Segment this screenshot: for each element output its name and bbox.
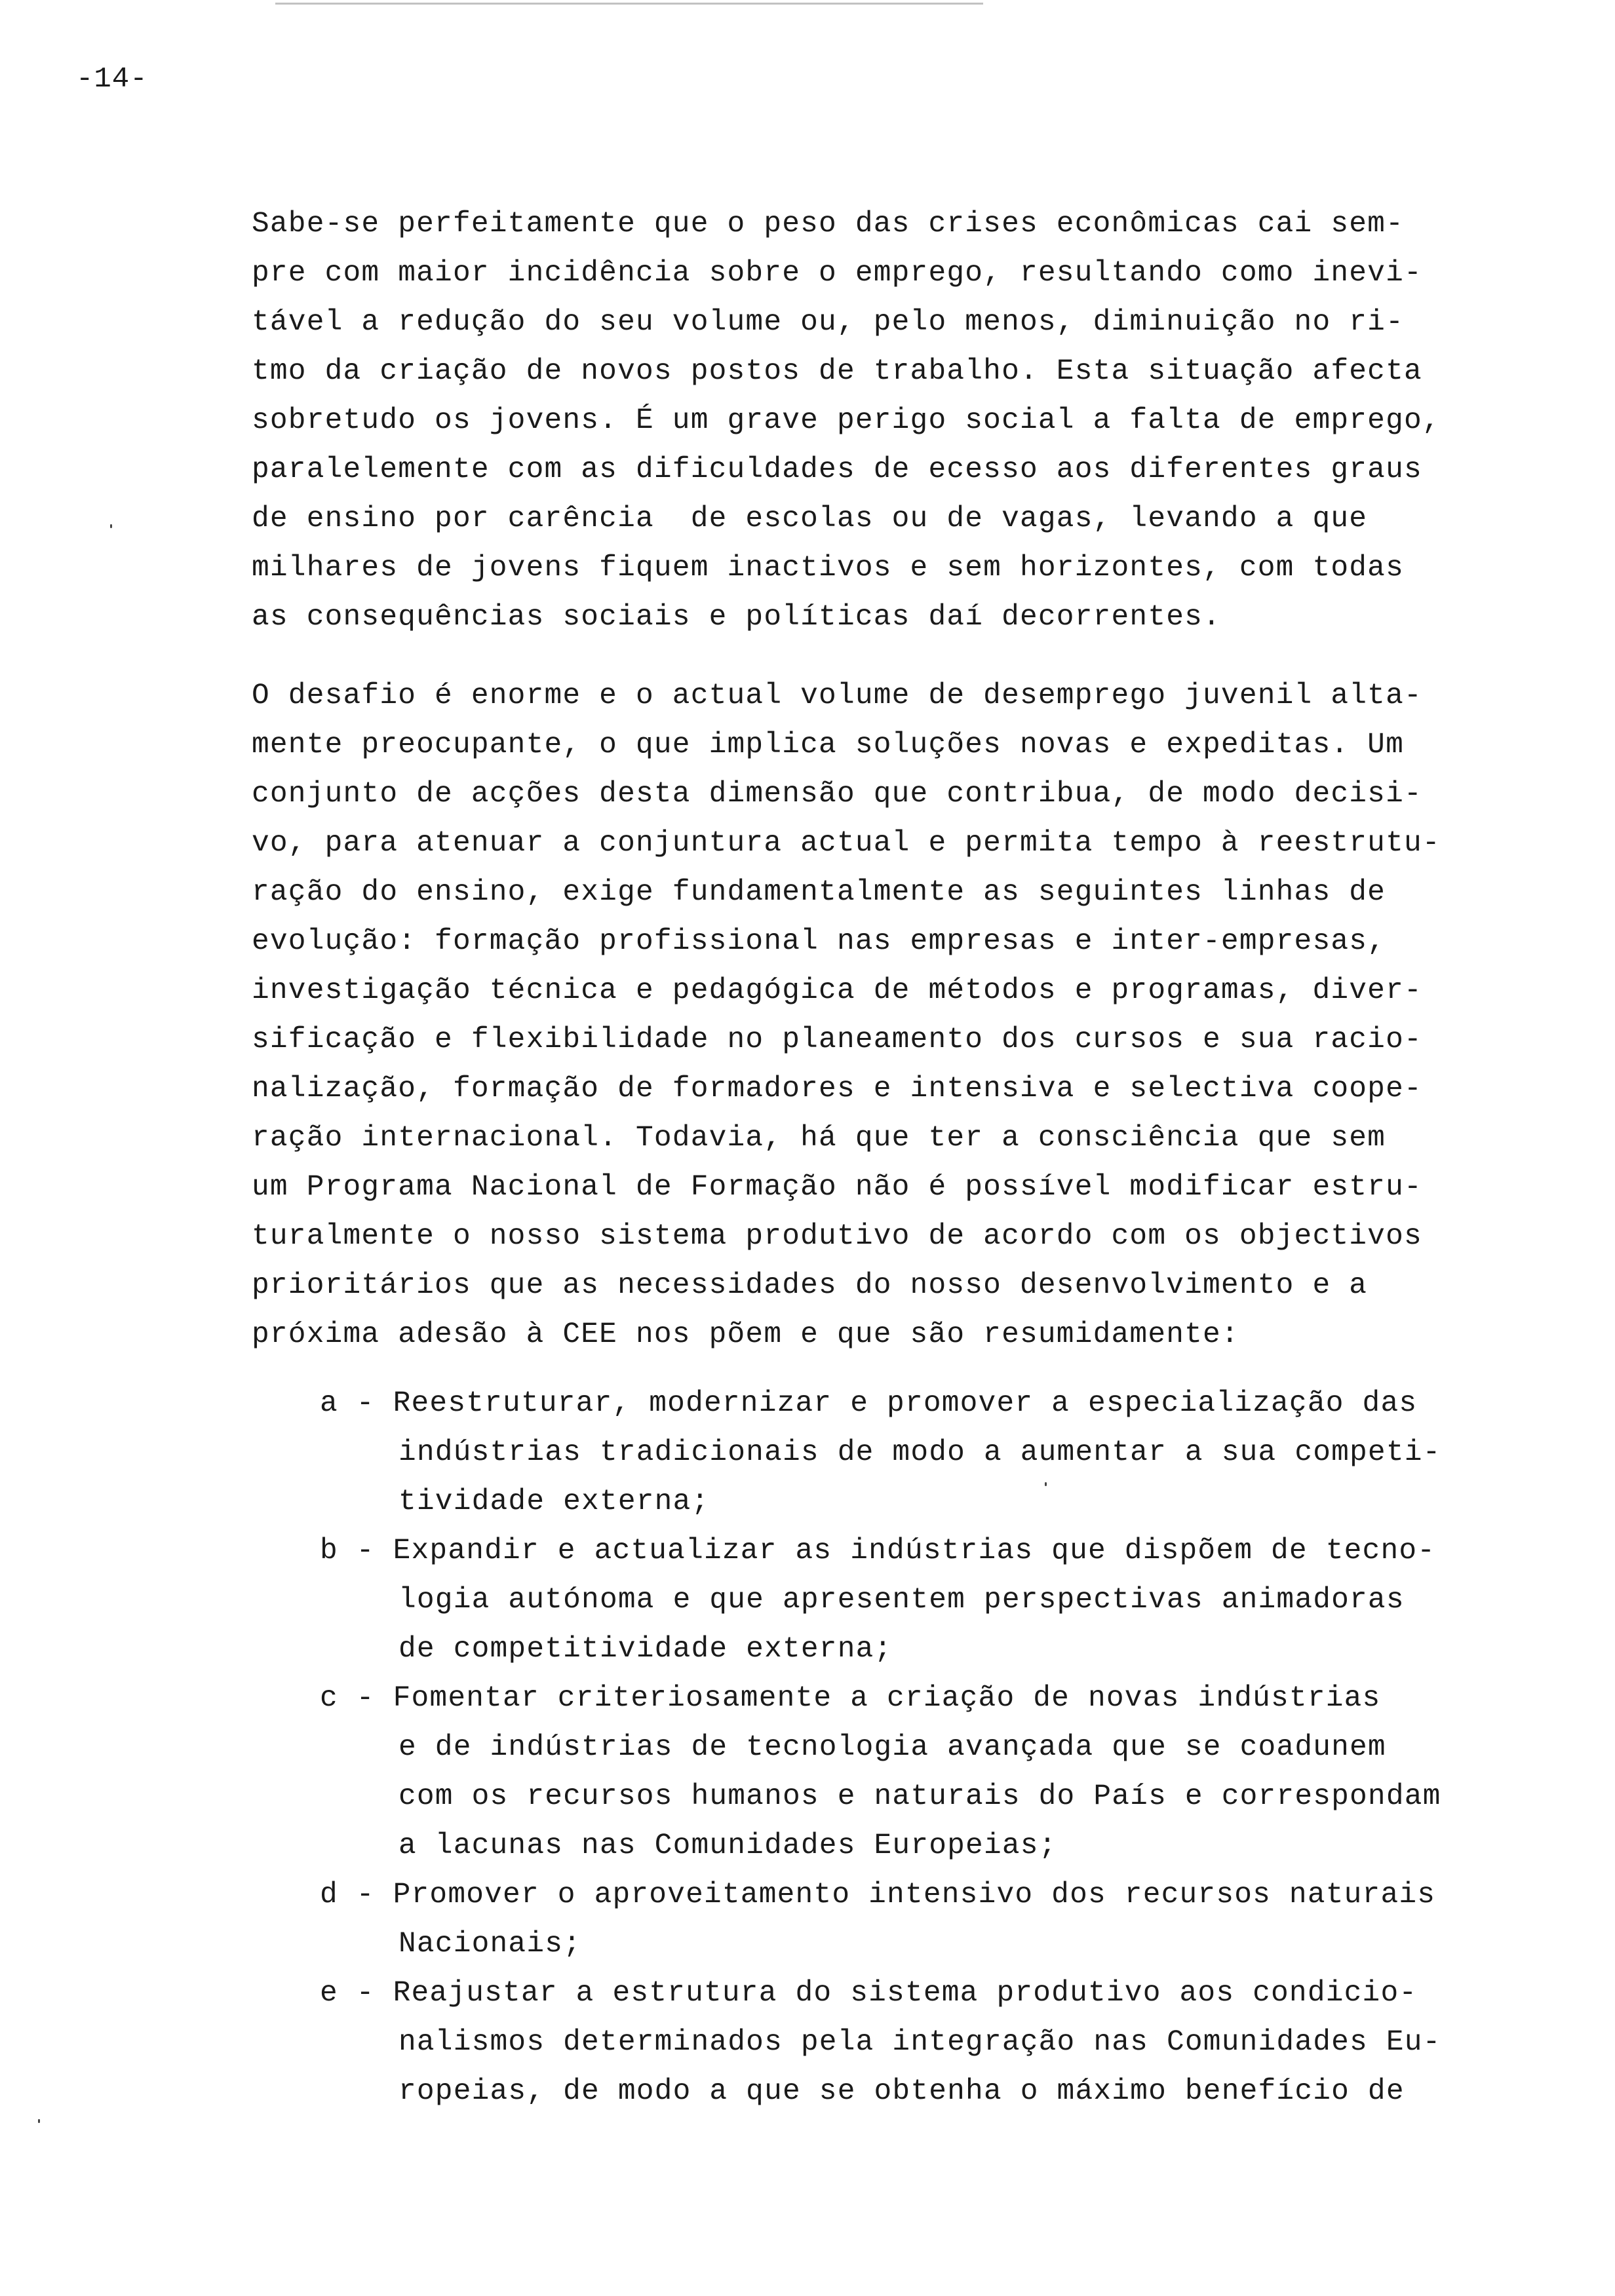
list-item-a: a - Reestruturar, modernizar e promover a especialização das (320, 1387, 1418, 1420)
text-line: tividade externa; (399, 1485, 710, 1518)
text-line: ração internacional. Todavia, há que ter a consciência que sem (252, 1122, 1386, 1155)
text-line: as consequências sociais e políticas daí decorrentes. (252, 601, 1221, 634)
text-line: investigação técnica e pedagógica de métodos e programas, diver- (252, 974, 1422, 1007)
list-item-c: c - Fomentar criteriosamente a criação de novas indústrias (320, 1682, 1381, 1715)
page-number: -14- (76, 63, 148, 96)
list-item-b: b - Expandir e actualizar as indústrias que dispõem de tecno- (320, 1535, 1436, 1567)
scan-top-rule (275, 3, 983, 5)
text-line: indústrias tradicionais de modo a aumentar a sua competi- (399, 1436, 1441, 1469)
list-item-d: d - Promover o aproveitamento intensivo dos recursos naturais (320, 1879, 1436, 1911)
text-line: Sabe-se perfeitamente que o peso das crises econômicas cai sem- (252, 208, 1404, 240)
text-line: sobretudo os jovens. É um grave perigo social a falta de emprego, (252, 404, 1441, 437)
text-line: com os recursos humanos e naturais do País e correspondam (399, 1780, 1441, 1813)
scan-speck (38, 2119, 40, 2123)
list-item-e: e - Reajustar a estrutura do sistema produtivo aos condicio- (320, 1977, 1418, 2010)
text-line: pre com maior incidência sobre o emprego, resultando como inevi- (252, 257, 1422, 290)
text-line: vo, para atenuar a conjuntura actual e permita tempo à reestrutu- (252, 827, 1441, 860)
text-line: e de indústrias de tecnologia avançada que se coadunem (399, 1731, 1386, 1764)
text-line: nalismos determinados pela integração nas Comunidades Eu- (399, 2026, 1441, 2059)
text-line: ropeias, de modo a que se obtenha o máximo benefício de (399, 2075, 1405, 2108)
text-line: evolução: formação profissional nas empresas e inter-empresas, (252, 925, 1386, 958)
text-line: de ensino por carência de escolas ou de vagas, levando a que (252, 503, 1368, 535)
text-line: tável a redução do seu volume ou, pelo menos, diminuição no ri- (252, 306, 1404, 339)
text-line: a lacunas nas Comunidades Europeias; (399, 1829, 1057, 1862)
text-line: turalmente o nosso sistema produtivo de acordo com os objectivos (252, 1220, 1422, 1253)
text-line: sificação e flexibilidade no planeamento dos cursos e sua racio- (252, 1024, 1422, 1056)
text-line: conjunto de acções desta dimensão que contribua, de modo decisi- (252, 778, 1422, 811)
text-line: prioritários que as necessidades do nosso desenvolvimento e a (252, 1269, 1368, 1302)
text-line: tmo da criação de novos postos de trabalho. Esta situação afecta (252, 355, 1422, 388)
scan-speck (110, 524, 112, 528)
scan-speck (1045, 1482, 1047, 1486)
text-line: ração do ensino, exige fundamentalmente as seguintes linhas de (252, 876, 1386, 909)
text-line: mente preocupante, o que implica soluções novas e expeditas. Um (252, 729, 1404, 761)
text-line: Nacionais; (399, 1928, 582, 1961)
text-line: de competitividade externa; (399, 1633, 893, 1666)
text-line: paralelemente com as dificuldades de ecesso aos diferentes graus (252, 453, 1422, 486)
text-line: logia autónoma e que apresentem perspectivas animadoras (399, 1584, 1405, 1617)
text-line: próxima adesão à CEE nos põem e que são resumidamente: (252, 1318, 1239, 1351)
text-line: milhares de jovens fiquem inactivos e sem horizontes, com todas (252, 552, 1404, 584)
text-line: um Programa Nacional de Formação não é possível modificar estru- (252, 1171, 1422, 1204)
text-line: nalização, formação de formadores e intensiva e selectiva coope- (252, 1073, 1422, 1105)
text-line: O desafio é enorme e o actual volume de desemprego juvenil alta- (252, 679, 1422, 712)
